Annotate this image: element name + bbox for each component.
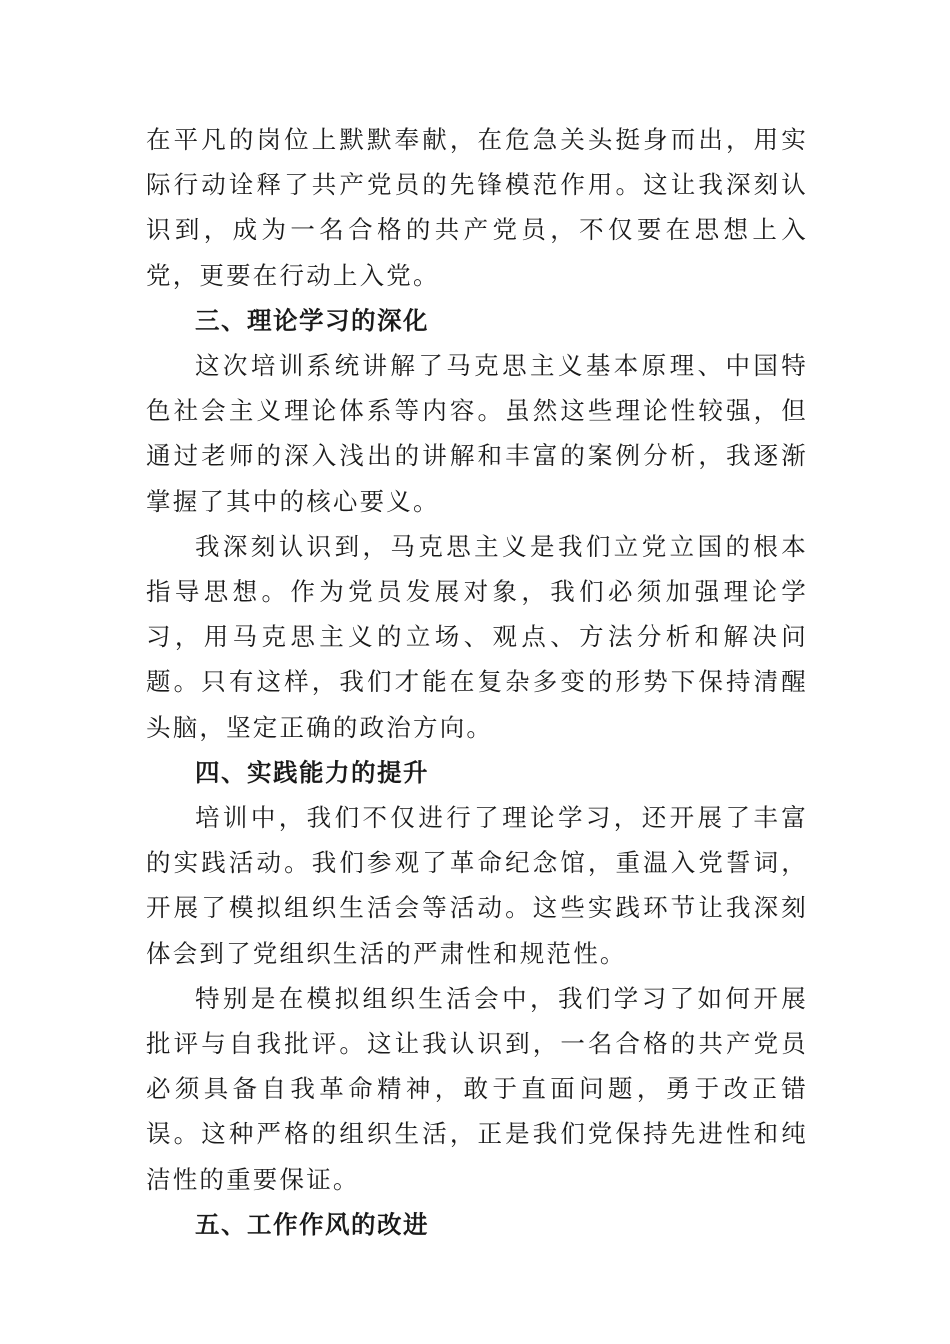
section-heading-5: 五、工作作风的改进 xyxy=(195,1209,429,1239)
paragraph: 这次培训系统讲解了马克思主义基本原理、中国特色社会主义理论体系等内容。虽然这些理论性较强，但通过老师的深入浅出的讲解和丰富的案例分析，我逐渐掌握了其中的核心要义。 xyxy=(146,351,808,516)
paragraph: 我深刻认识到，马克思主义是我们立党立国的根本指导思想。作为党员发展对象，我们必须加强理论学习，用马克思主义的立场、观点、方法分析和解决问题。只有这样，我们才能在复杂多变的形势下保持清醒头脑，坚定正确的政治方向。 xyxy=(146,531,808,742)
document-body xyxy=(146,117,808,1247)
paragraph: 特别是在模拟组织生活会中，我们学习了如何开展批评与自我批评。这让我认识到，一名合格的共产党员必须具备自我革命精神，敢于直面问题，勇于改正错误。这种严格的组织生活，正是我们党保持先进性和纯洁性的重要保证。 xyxy=(146,983,808,1194)
paragraph-continued: 在平凡的岗位上默默奉献，在危急关头挺身而出，用实际行动诠释了共产党员的先锋模范作用。这让我深刻认识到，成为一名合格的共产党员，不仅要在思想上入党，更要在行动上入党。 xyxy=(146,125,808,290)
section-heading-3: 三、理论学习的深化 xyxy=(195,305,429,335)
section-heading-4: 四、实践能力的提升 xyxy=(195,757,429,787)
paragraph: 培训中，我们不仅进行了理论学习，还开展了丰富的实践活动。我们参观了革命纪念馆，重温入党誓词，开展了模拟组织生活会等活动。这些实践环节让我深刻体会到了党组织生活的严肃性和规范性。 xyxy=(146,803,808,968)
